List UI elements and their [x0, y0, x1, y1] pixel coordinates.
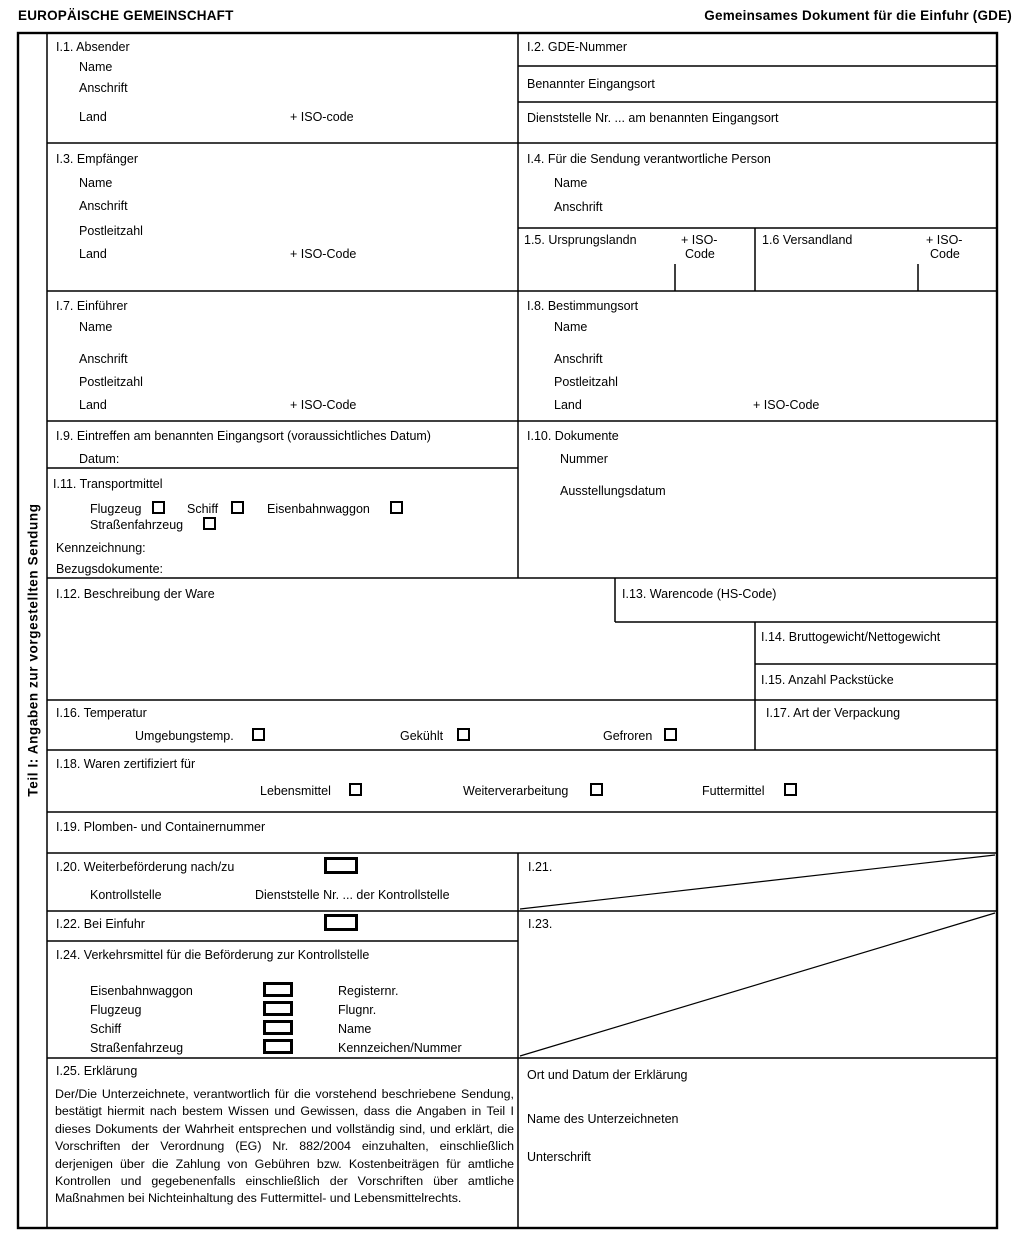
- i1-name: Name: [79, 60, 113, 74]
- i8-country: Land: [554, 398, 582, 412]
- i11-title: I.11. Transportmittel: [53, 477, 163, 491]
- i17-title: I.17. Art der Verpackung: [766, 706, 901, 720]
- i3-country: Land: [79, 247, 107, 261]
- i16-chilled-checkbox[interactable]: [457, 728, 470, 741]
- i11-rail-checkbox[interactable]: [390, 501, 403, 514]
- i4-title: I.4. Für die Sendung verantwortliche Person: [527, 152, 771, 166]
- i20-office: Dienststelle Nr. ... der Kontrollstelle: [255, 888, 450, 902]
- i18-processing-label: Weiterverarbeitung: [463, 784, 569, 798]
- i18-food-label: Lebensmittel: [260, 784, 331, 798]
- i3-postcode: Postleitzahl: [79, 224, 143, 238]
- i20-title: I.20. Weiterbeförderung nach/zu: [56, 860, 235, 874]
- i25-signatory: Name des Unterzeichneten: [527, 1112, 679, 1126]
- i7-title: I.7. Einführer: [56, 299, 128, 313]
- i8-name: Name: [554, 320, 588, 334]
- i18-food-checkbox[interactable]: [349, 783, 362, 796]
- i9-date: Datum:: [79, 452, 120, 466]
- i7-iso-code: + ISO-Code: [290, 398, 357, 412]
- i20-control-point: Kontrollstelle: [90, 888, 162, 902]
- i16-ambient-label: Umgebungstemp.: [135, 729, 234, 743]
- i24-rail-detail: Registernr.: [338, 984, 399, 998]
- i1-title: I.1. Absender: [56, 40, 130, 54]
- i14-title: I.14. Bruttogewicht/Nettogewicht: [761, 630, 941, 644]
- i11-ship-label: Schiff: [187, 502, 219, 516]
- i16-chilled-label: Gekühlt: [400, 729, 444, 743]
- i9-title: I.9. Eintreffen am benannten Eingangsort (voraussichtliches Datum): [56, 429, 431, 443]
- i18-title: I.18. Waren zertifiziert für: [56, 757, 196, 771]
- i11-rail-label: Eisenbahnwaggon: [267, 502, 370, 516]
- i25-title: I.25. Erklärung: [56, 1064, 138, 1078]
- i24-title: I.24. Verkehrsmittel für die Beförderung zur Kontrollstelle: [56, 948, 370, 962]
- i3-name: Name: [79, 176, 113, 190]
- i24-ship-checkbox[interactable]: [263, 1020, 293, 1035]
- i24-road-checkbox[interactable]: [263, 1039, 293, 1054]
- i21-title: I.21.: [528, 860, 553, 874]
- i7-name: Name: [79, 320, 113, 334]
- i24-road-label: Straßenfahrzeug: [90, 1041, 184, 1055]
- i6-iso-line2: Code: [930, 247, 960, 261]
- i11-ref-docs: Bezugsdokumente:: [56, 562, 164, 576]
- i25-signature: Unterschrift: [527, 1150, 591, 1164]
- i7-postcode: Postleitzahl: [79, 375, 143, 389]
- i24-road-detail: Kennzeichen/Nummer: [338, 1041, 462, 1055]
- i1-address: Anschrift: [79, 81, 128, 95]
- i5-iso-line2: Code: [685, 247, 715, 261]
- i5-iso-line1: + ISO-: [681, 233, 718, 247]
- i6-iso-line1: + ISO-: [926, 233, 963, 247]
- i16-ambient-checkbox[interactable]: [252, 728, 265, 741]
- i8-title: I.8. Bestimmungsort: [527, 299, 639, 313]
- i24-ship-detail: Name: [338, 1022, 372, 1036]
- i25-place-date: Ort und Datum der Erklärung: [527, 1068, 688, 1082]
- i3-iso-code: + ISO-Code: [290, 247, 357, 261]
- i3-address: Anschrift: [79, 199, 128, 213]
- i7-country: Land: [79, 398, 107, 412]
- i11-plane-checkbox[interactable]: [152, 501, 165, 514]
- i25-declaration-text: Der/Die Unterzeichnete, verantwortlich für die vorstehend beschriebene Sendung, bestätigt hiermit nach bestem Wissen und Gewissen, dass die Angaben in Teil I dieses Dokuments der Wahrheit entsprechen und vollständig sind, und erklärt, die Vorschriften der Verordnung (EG) Nr. 882/2004 einzuhalten, einschließlich derjenigen über die Zahlung von Gebühren bzw. Kostenbeiträgen für amtliche Kontrollen und gegebenenfalls einschließlich der Vorschriften über amtliche Maßnahmen bei Nichteinhaltung des Futtermittel- und Lebensmittelrechts.: [55, 1087, 514, 1206]
- i16-title: I.16. Temperatur: [56, 706, 147, 720]
- i2-title: I.2. GDE-Nummer: [527, 40, 628, 54]
- i3-title: I.3. Empfänger: [56, 152, 138, 166]
- i19-title: I.19. Plomben- und Containernummer: [56, 820, 266, 834]
- i22-checkbox[interactable]: [324, 914, 358, 931]
- i15-title: I.15. Anzahl Packstücke: [761, 673, 894, 687]
- i1-iso-code: + ISO-code: [290, 110, 354, 124]
- i23-title: I.23.: [528, 917, 553, 931]
- i13-title: I.13. Warencode (HS-Code): [622, 587, 777, 601]
- i4-address: Anschrift: [554, 200, 603, 214]
- i24-rail-checkbox[interactable]: [263, 982, 293, 997]
- i11-road-checkbox[interactable]: [203, 517, 216, 530]
- part-one-sidebar-label: Teil I: Angaben zur vorgestellten Sendung: [25, 503, 41, 797]
- i1-country: Land: [79, 110, 107, 124]
- i24-plane-detail: Flugnr.: [338, 1003, 377, 1017]
- i2-entry-point: Benannter Eingangsort: [527, 77, 655, 91]
- i8-postcode: Postleitzahl: [554, 375, 618, 389]
- i18-feed-label: Futtermittel: [702, 784, 765, 798]
- i2-office: Dienststelle Nr. ... am benannten Eingangsort: [527, 111, 779, 125]
- i20-checkbox[interactable]: [324, 857, 358, 874]
- i11-marking: Kennzeichnung:: [56, 541, 146, 555]
- i10-issue-date: Ausstellungsdatum: [560, 484, 666, 498]
- i10-number: Nummer: [560, 452, 608, 466]
- i16-frozen-checkbox[interactable]: [664, 728, 677, 741]
- i8-address: Anschrift: [554, 352, 603, 366]
- page-title-right: Gemeinsames Dokument für die Einfuhr (GDE): [704, 8, 1012, 23]
- i11-plane-label: Flugzeug: [90, 502, 142, 516]
- i7-address: Anschrift: [79, 352, 128, 366]
- i18-processing-checkbox[interactable]: [590, 783, 603, 796]
- page-title-left: EUROPÄISCHE GEMEINSCHAFT: [18, 8, 234, 23]
- i10-title: I.10. Dokumente: [527, 429, 619, 443]
- i18-feed-checkbox[interactable]: [784, 783, 797, 796]
- i22-title: I.22. Bei Einfuhr: [56, 917, 145, 931]
- i8-iso-code: + ISO-Code: [753, 398, 820, 412]
- i6-title: 1.6 Versandland: [762, 233, 853, 247]
- i11-road-label: Straßenfahrzeug: [90, 518, 184, 532]
- i24-rail-label: Eisenbahnwaggon: [90, 984, 193, 998]
- i12-title: I.12. Beschreibung der Ware: [56, 587, 215, 601]
- i24-ship-label: Schiff: [90, 1022, 122, 1036]
- i24-plane-checkbox[interactable]: [263, 1001, 293, 1016]
- i5-title: 1.5. Ursprungslandn: [524, 233, 637, 247]
- i4-name: Name: [554, 176, 588, 190]
- i16-frozen-label: Gefroren: [603, 729, 653, 743]
- i24-plane-label: Flugzeug: [90, 1003, 142, 1017]
- i11-ship-checkbox[interactable]: [231, 501, 244, 514]
